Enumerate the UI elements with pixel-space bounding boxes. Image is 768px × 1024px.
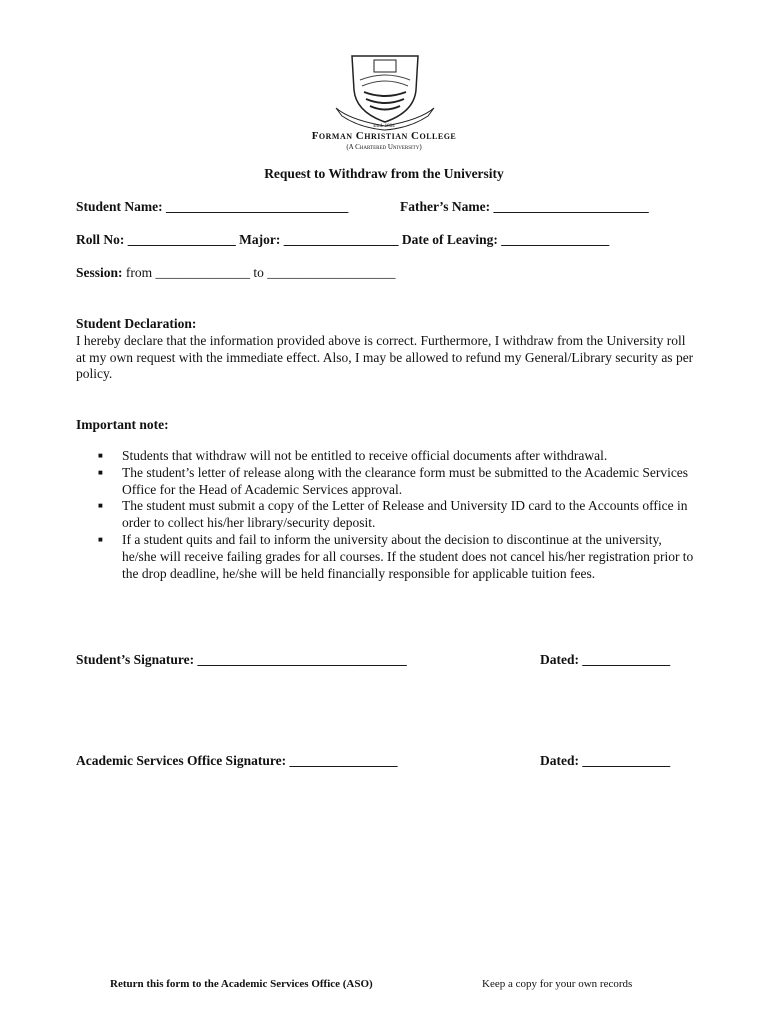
major-field[interactable]: _________________ xyxy=(283,232,399,247)
father-name-row xyxy=(400,199,649,215)
list-item: ■ If a student quits and fail to inform the university about the decision to discontinue at the university, he/she will receive failing grades for all courses. If the student does not cancel his/her registration prior to the drop deadline, he/she will be held financially responsible for applicable tuition fees. xyxy=(98,531,694,581)
roll-no-label: Roll No: xyxy=(76,232,125,247)
footer-keep-copy: Keep a copy for your own records xyxy=(482,978,633,990)
form-title: Request to Withdraw from the University xyxy=(264,166,504,181)
date-of-leaving-label: Date of Leaving: xyxy=(401,232,498,247)
footer-return-instruction: Return this form to the Academic Services Office (ASO) xyxy=(110,978,373,990)
declaration-heading: Student Declaration: xyxy=(76,316,197,331)
aso-dated-field[interactable]: Dated: _____________ xyxy=(540,753,671,768)
student-dated-field[interactable]: Dated: _____________ xyxy=(540,652,671,667)
student-name-row xyxy=(76,199,348,215)
list-item: ■ The student’s letter of release along with the clearance form must be submitted to the Academic Services Office for the Head of Academic Services approval. xyxy=(98,464,689,497)
father-name-label: Father’s Name: xyxy=(400,199,491,214)
list-item: ■ The student must submit a copy of the Letter of Release and University ID card to the Accounts office in order to collect his/her library/security deposit. xyxy=(98,498,688,531)
college-name: Forman Christian College xyxy=(311,130,457,142)
established-year: Estd. 1864 xyxy=(373,124,395,129)
session-to-field[interactable]: to ___________________ xyxy=(253,265,396,280)
roll-major-row xyxy=(76,232,609,248)
bullet-icon: ■ xyxy=(98,451,103,460)
student-name-field[interactable]: ___________________________ xyxy=(166,199,349,214)
important-note-heading: Important note: xyxy=(76,417,169,432)
session-label: Session: xyxy=(76,265,123,280)
student-name-label: Student Name: xyxy=(76,199,163,214)
bullet-icon: ■ xyxy=(98,501,103,511)
list-item: ■ Students that withdraw will not be entitled to receive official documents after withdrawal. xyxy=(98,448,608,463)
bullet-icon: ■ xyxy=(98,467,103,477)
session-row xyxy=(76,265,396,281)
aso-signature-field[interactable]: Academic Services Office Signature: ________________ xyxy=(76,753,398,768)
declaration-text: I hereby declare that the information provided above is correct. Furthermore, I withdraw from the University roll at my own request with the immediate effect. Also, I may be allowed to refund my General/Library security as per policy. xyxy=(76,332,694,382)
bullet-icon: ■ xyxy=(98,534,103,544)
college-crest-logo xyxy=(330,50,440,135)
declaration-section xyxy=(76,316,696,383)
student-signature-field[interactable]: Student’s Signature: _______________________________ xyxy=(76,652,407,667)
date-of-leaving-field[interactable]: ________________ xyxy=(501,232,610,247)
important-notes-list xyxy=(76,448,696,582)
roll-no-field[interactable]: ________________ xyxy=(127,232,236,247)
session-from-field[interactable]: from ______________ xyxy=(125,265,251,280)
college-subtitle: (A Chartered University) xyxy=(346,143,422,151)
father-name-field[interactable]: _______________________ xyxy=(493,199,649,214)
major-label: Major: xyxy=(239,232,281,247)
